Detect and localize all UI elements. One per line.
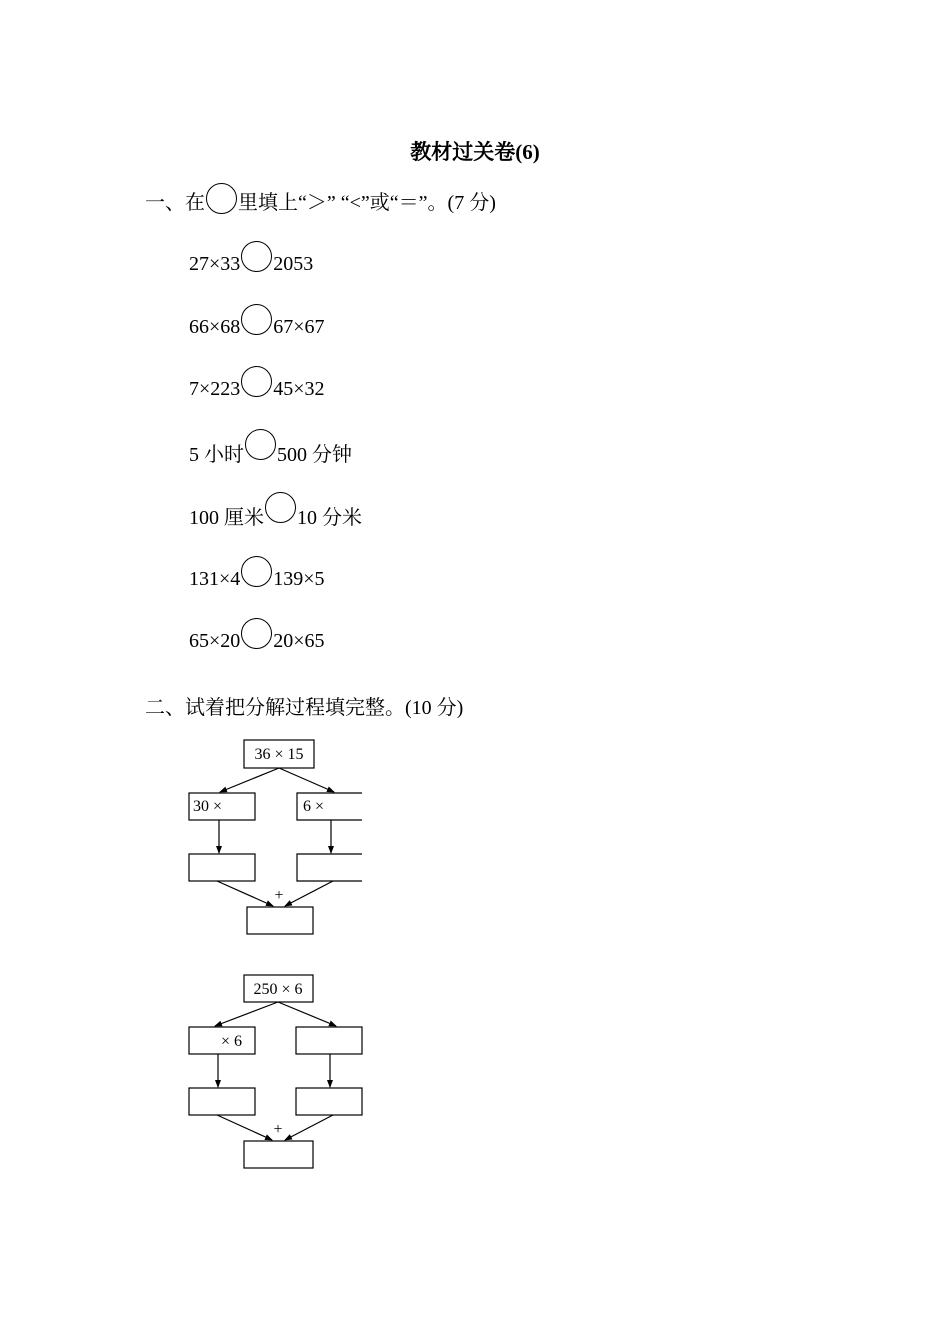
diagram2-top-label: 250 × 6 (253, 981, 303, 998)
diagram2-plus-label: + (273, 1121, 283, 1138)
diagram2-right-box[interactable] (296, 1027, 362, 1054)
diagram1-right-result-box[interactable] (297, 854, 362, 881)
diagram1-left-result-box[interactable] (189, 854, 255, 881)
compare-left: 7×223 (189, 378, 241, 400)
diagram2-left-label: × 6 (221, 1033, 243, 1050)
compare-left: 131×4 (189, 568, 241, 590)
compare-right: 20×65 (273, 630, 325, 652)
compare-right: 500 分钟 (277, 444, 352, 466)
page-title: 教材过关卷(6) (410, 140, 540, 164)
compare-left: 66×68 (189, 316, 241, 338)
compare-left: 100 厘米 (189, 507, 264, 529)
question-1-suffix: 里填上“＞” “<”或“＝”。(7 分) (238, 192, 496, 214)
question-2-heading: 二、试着把分解过程填完整。(10 分) (145, 697, 464, 719)
diagram1-right-label: 6 × (303, 798, 325, 815)
compare-left: 65×20 (189, 630, 241, 652)
diagram1-plus-label: + (274, 887, 284, 904)
diagram2-right-result-box[interactable] (296, 1088, 362, 1115)
compare-left: 5 小时 (189, 444, 244, 466)
diagram1-left-label: 30 × (193, 798, 223, 815)
diagram2-left-result-box[interactable] (189, 1088, 255, 1115)
compare-right: 10 分米 (297, 507, 362, 529)
diagram2-sum-box[interactable] (244, 1141, 313, 1168)
diagram1-top-label: 36 × 15 (254, 746, 304, 763)
compare-right: 45×32 (273, 378, 325, 400)
question-1-prefix: 一、在 (145, 192, 205, 214)
compare-right: 67×67 (273, 316, 325, 338)
diagram1-sum-box[interactable] (247, 907, 313, 934)
compare-right: 139×5 (273, 568, 325, 590)
compare-right: 2053 (273, 253, 314, 275)
compare-left: 27×33 (189, 253, 241, 275)
